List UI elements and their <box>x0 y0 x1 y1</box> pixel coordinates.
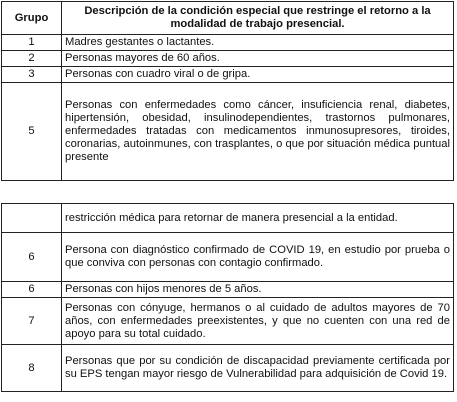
description-cell: Personas mayores de 60 años. <box>62 51 454 67</box>
table-row <box>2 345 454 392</box>
table-row <box>2 35 454 51</box>
conditions-table-part-1 <box>1 1 454 181</box>
conditions-table-part-2 <box>1 203 454 392</box>
table-row <box>2 67 454 83</box>
table-row <box>2 83 454 181</box>
description-cell: Personas que por su condición de discapacidad previamente certificada por su EPS tengan mayor riesgo de Vulnerabilidad para adquisición de Covid 19. <box>62 345 454 392</box>
description-cell: Personas con cuadro viral o de gripa. <box>62 67 454 83</box>
group-cell: 1 <box>2 35 62 51</box>
table-row <box>2 298 454 345</box>
group-cell: 6 <box>2 233 62 282</box>
group-cell: 6 <box>2 282 62 298</box>
description-cell: Personas con hijos menores de 5 años. <box>62 282 454 298</box>
header-group: Grupo <box>2 2 62 35</box>
group-cell <box>2 204 62 233</box>
description-cell: Personas con enfermedades como cáncer, insuficiencia renal, diabetes, hipertensión, obesidad, insulinodependientes, trastornos pulmonares, enfermedades tratadas con medicamentos inmunosupresores, tiroides, coronarias, autoinmunes, con trasplantes, o que por situación médica puntual presente <box>62 83 454 181</box>
header-description: Descripción de la condición especial que restringe el retorno a la modalidad de trabajo presencial. <box>62 2 454 35</box>
table-row <box>2 282 454 298</box>
table-row <box>2 204 454 233</box>
table-header-row <box>2 2 454 35</box>
group-cell: 2 <box>2 51 62 67</box>
description-cell: Persona con diagnóstico confirmado de COVID 19, en estudio por prueba o que conviva con personas con contagio confirmado. <box>62 233 454 282</box>
group-cell: 8 <box>2 345 62 392</box>
table-row <box>2 51 454 67</box>
description-cell: Madres gestantes o lactantes. <box>62 35 454 51</box>
table-row <box>2 233 454 282</box>
description-cell: restricción médica para retornar de manera presencial a la entidad. <box>62 204 454 233</box>
group-cell: 7 <box>2 298 62 345</box>
description-cell: Personas con cónyuge, hermanos o al cuidado de adultos mayores de 70 años, con enfermedades preexistentes, y que no cuenten con una red de apoyo para su total cuidado. <box>62 298 454 345</box>
group-cell: 3 <box>2 67 62 83</box>
group-cell: 5 <box>2 83 62 181</box>
